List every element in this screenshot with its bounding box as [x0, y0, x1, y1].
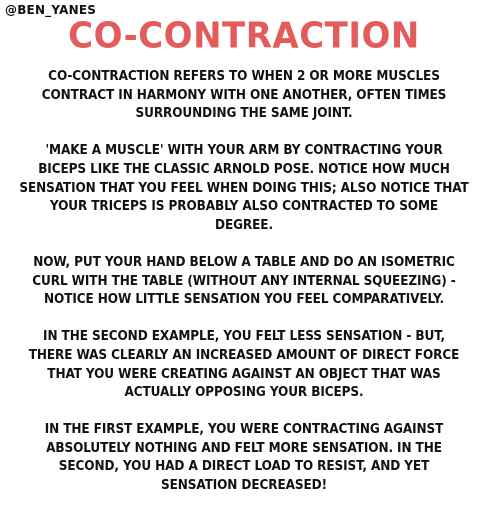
text-line: SENSATION DECREASED!	[160, 477, 327, 494]
text-line: SENSATION THAT YOU FEEL WHEN DOING THIS; ALSO NOTICE THAT	[19, 179, 469, 196]
text-line: THAT YOU WERE CREATING AGAINST AN OBJECT THAT WAS	[47, 365, 441, 382]
paragraph-isometric-curl	[0, 253, 488, 309]
article-body	[0, 67, 488, 513]
text-line: CURL WITH THE TABLE (WITHOUT ANY INTERNAL SQUEEZING) -	[32, 272, 456, 289]
text-line: NOW, PUT YOUR HAND BELOW A TABLE AND DO AN ISOMETRIC	[33, 253, 455, 270]
text-line: 'MAKE A MUSCLE' WITH YOUR ARM BY CONTRACTING YOUR	[45, 142, 443, 159]
text-line: CONTRACT IN HARMONY WITH ONE ANOTHER, OFTEN TIMES	[41, 86, 447, 103]
text-line: ABSOLUTELY NOTHING AND FELT MORE SENSATION. IN THE	[46, 439, 442, 456]
text-line: YOUR TRICEPS IS PROBABLY ALSO CONTRACTED TO SOME	[49, 198, 439, 215]
text-line: IN THE SECOND EXAMPLE, YOU FELT LESS SENSATION - BUT,	[43, 328, 445, 345]
text-line: DEGREE.	[215, 216, 273, 233]
text-line: ACTUALLY OPPOSING YOUR BICEPS.	[124, 384, 364, 401]
page-title: CO-CONTRACTION	[68, 15, 420, 57]
paragraph-make-a-muscle	[0, 141, 488, 234]
text-line: NOTICE HOW LITTLE SENSATION YOU FEEL COMPARATIVELY.	[44, 291, 444, 308]
text-line: SECOND, YOU HAD A DIRECT LOAD TO RESIST, AND YET	[58, 458, 430, 475]
paragraph-second-example	[0, 327, 488, 401]
text-line: BICEPS LIKE THE CLASSIC ARNOLD POSE. NOTICE HOW MUCH	[38, 160, 450, 177]
text-line: SURROUNDING THE SAME JOINT.	[135, 105, 353, 122]
text-line: THERE WAS CLEARLY AN INCREASED AMOUNT OF DIRECT FORCE	[28, 346, 460, 363]
paragraph-first-example	[0, 420, 488, 494]
text-line: IN THE FIRST EXAMPLE, YOU WERE CONTRACTING AGAINST	[44, 421, 444, 438]
paragraph-definition	[0, 67, 488, 123]
author-handle: @BEN_YANES	[5, 3, 97, 17]
text-line: CO-CONTRACTION REFERS TO WHEN 2 OR MORE MUSCLES	[48, 68, 440, 84]
